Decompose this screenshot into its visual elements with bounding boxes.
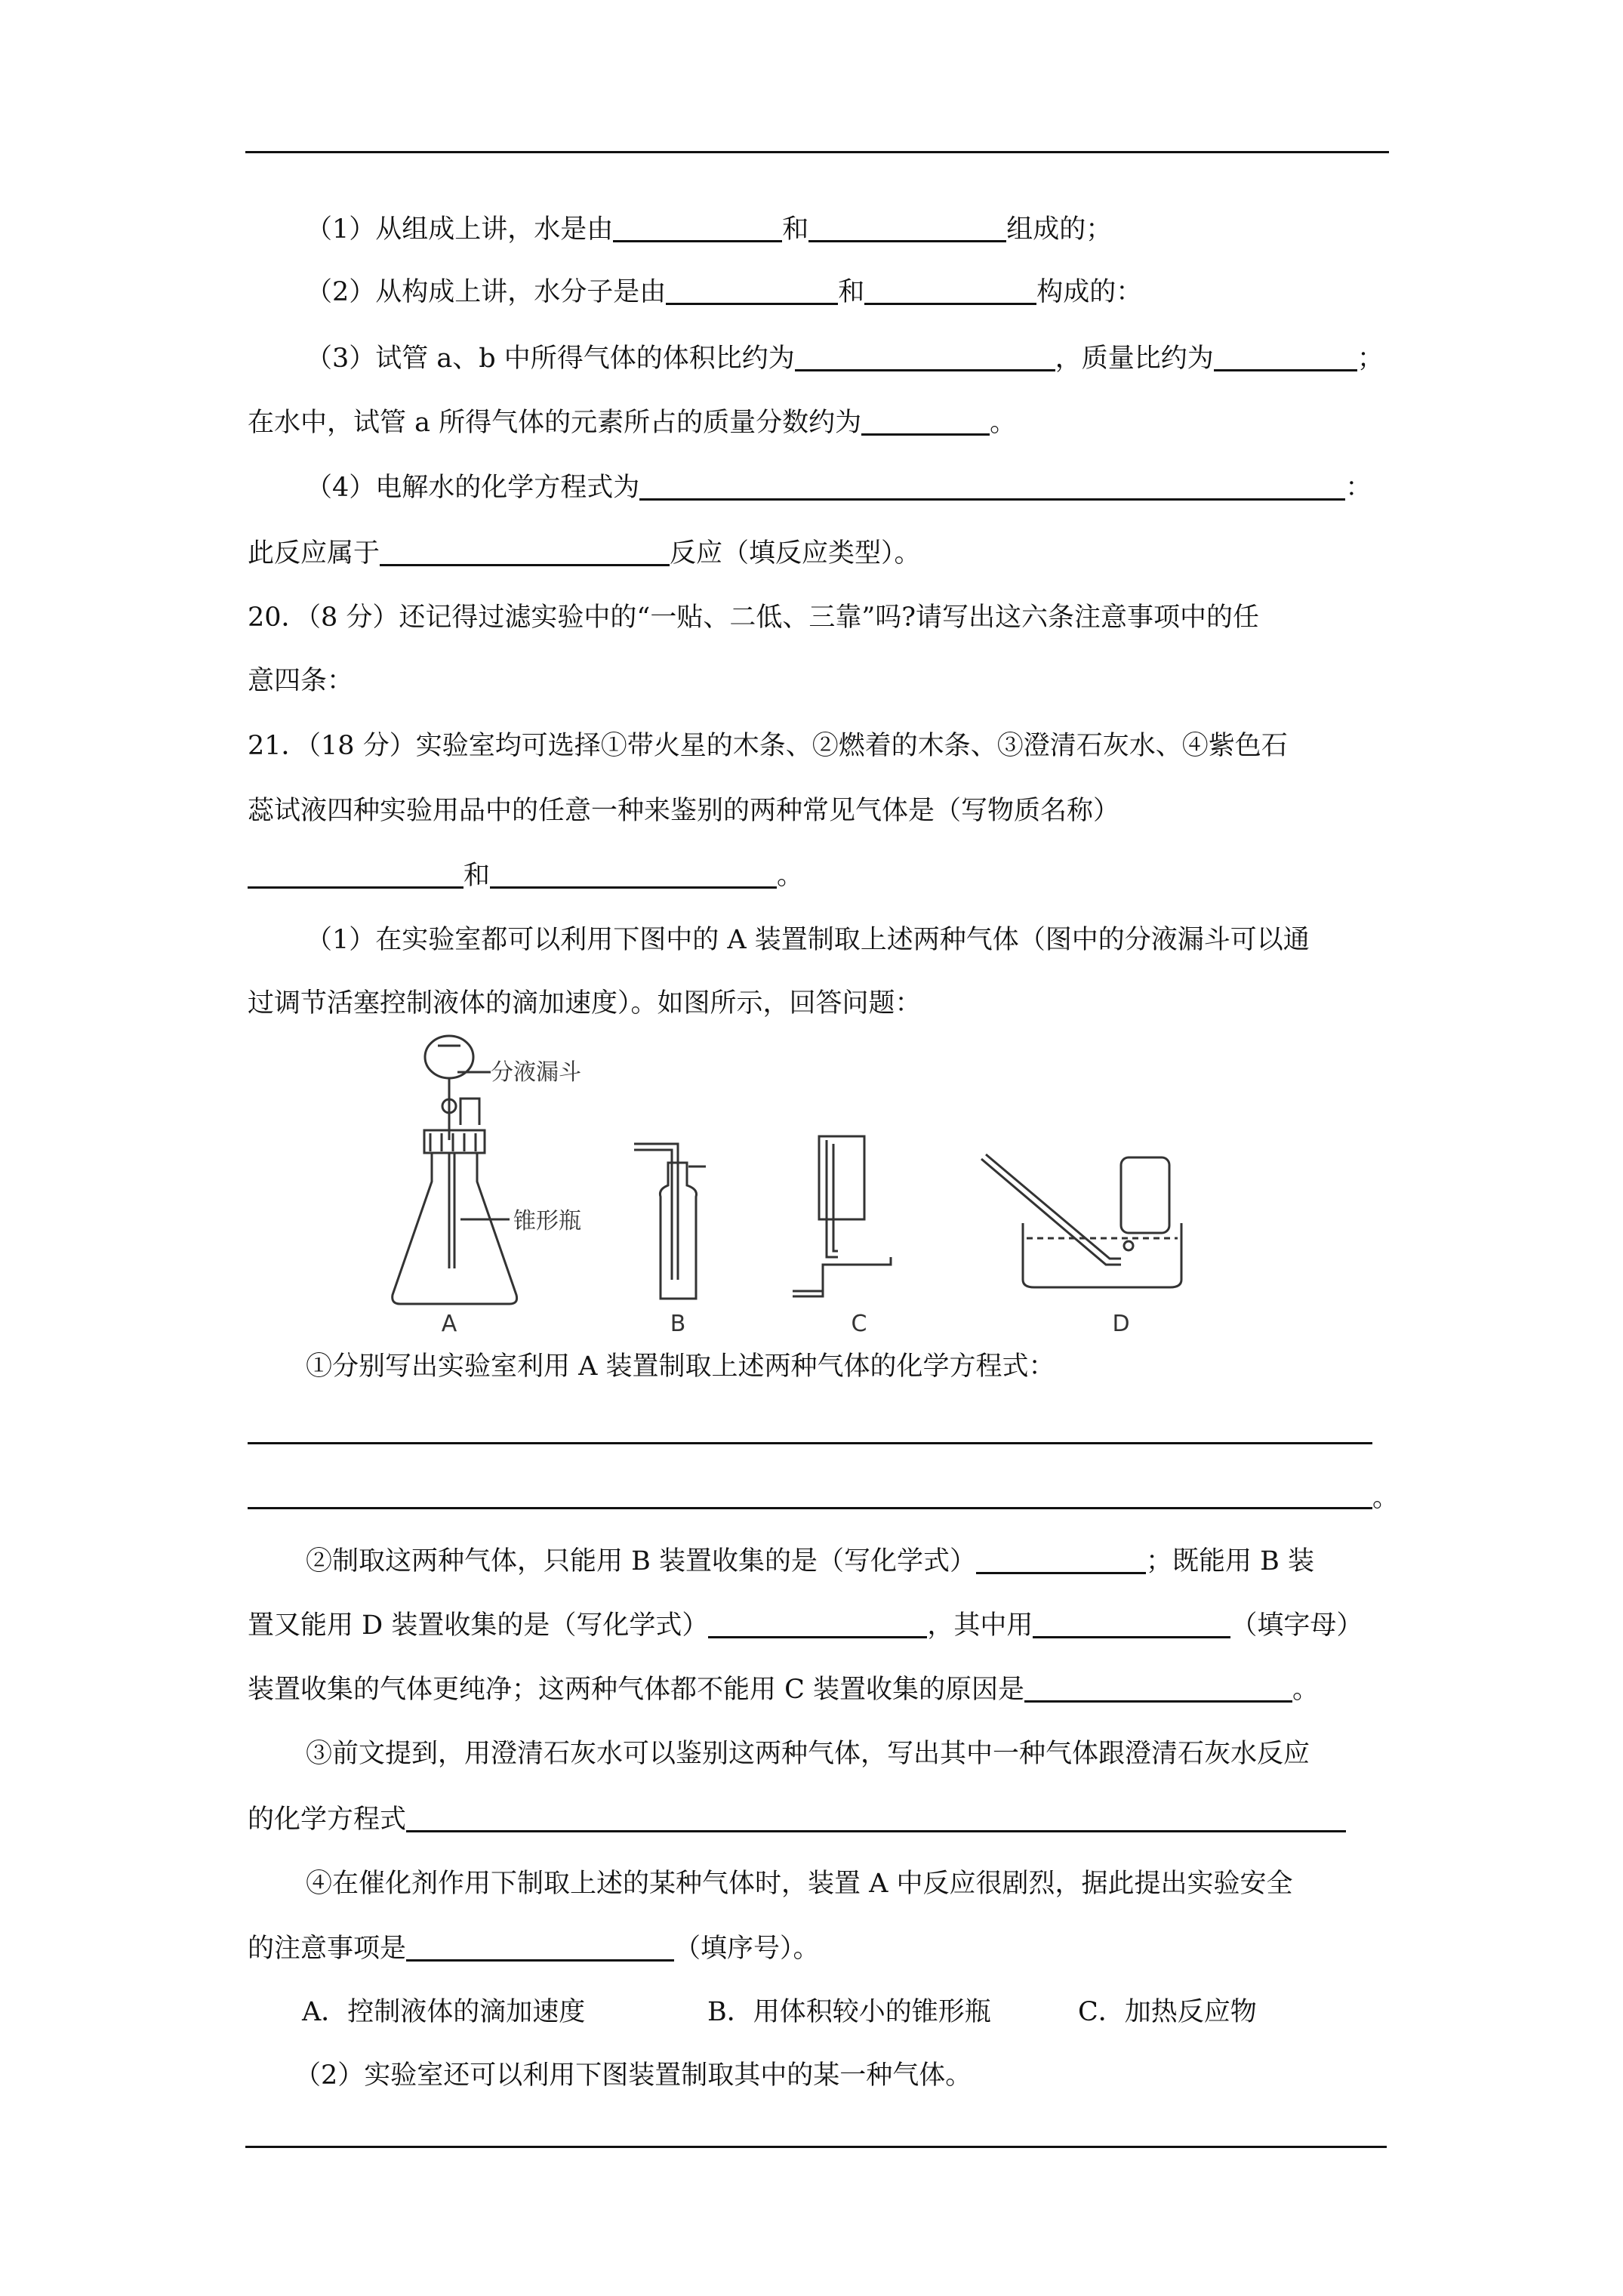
answer-blank[interactable] [861,406,990,436]
funnel-label: 分液漏斗 [491,1059,581,1086]
q19-part-2: （2）从构成上讲，水分子是由 和 构成的： [306,277,1143,307]
answer-blank[interactable] [248,859,463,889]
answer-blank[interactable] [864,276,1036,305]
q19-part-4-cont: 此反应属于 反应（填反应类型）。 [248,538,921,569]
answer-blank[interactable] [639,471,1345,501]
q21-sub2: （2）实验室还可以利用下图装置制取其中的某一种气体。 [294,2060,972,2091]
q21-c3-line-1: ③前文提到，用澄清石灰水可以鉴别这两种气体，写出其中一种气体跟澄清石灰水反应 [306,1739,1310,1769]
option-a[interactable]: A．控制液体的滴加速度 [302,1997,586,2027]
label-a: A [441,1311,457,1333]
collecting-bottle [1121,1157,1169,1233]
option-c[interactable]: C．加热反应物 [1078,1997,1257,2027]
answer-blank[interactable] [406,1803,1346,1832]
q19-part-4: （4）电解水的化学方程式为 ： [306,473,1372,503]
q20-line-1: 20．（8 分）还记得过滤实验中的“一贴、二低、三靠”吗?请写出这六条注意事项中的任 [248,603,1259,633]
delivery-stub [460,1099,479,1125]
q21-c2-line-3: 装置收集的气体更纯净；这两种气体都不能用 C 装置收集的原因是 。 [248,1675,1320,1705]
q19-part-3: （3）试管 a、b 中所得气体的体积比约为 ，质量比约为 ； [306,344,1384,374]
flask-label: 锥形瓶 [513,1208,581,1234]
q21-line-1: 21．（18 分）实验室均可选择①带火星的木条、②燃着的木条、③澄清石灰水、④紫色石 [248,731,1288,761]
q21-c1-end: 。 [1372,1483,1400,1513]
q21-c2-line-2: 置又能用 D 装置收集的是（写化学式） ，其中用 （填字母） [248,1610,1363,1641]
footer-rule [245,2146,1387,2148]
q21-line-3: 和 。 [248,859,803,892]
answer-blank[interactable] [1024,1673,1292,1703]
q21-sub1-line-2: 过调节活塞控制液体的滴加速度）。如图所示，回答问题： [248,988,922,1019]
q19-part-3-cont: 在水中，试管 a 所得气体的元素所占的质量分数约为 。 [248,408,1017,438]
answer-blank[interactable] [976,1545,1146,1574]
answer-line[interactable] [248,1507,1372,1509]
label-d: D [1112,1311,1130,1333]
label-b: B [670,1311,686,1333]
q21-c2-line-1: ②制取这两种气体，只能用 B 装置收集的是（写化学式） ；既能用 B 装 [306,1546,1314,1576]
q21-c4-line-2: 的注意事项是 （填序号）。 [248,1934,820,1964]
answer-blank[interactable] [795,342,1055,371]
answer-line[interactable] [248,1442,1372,1444]
answer-blank[interactable] [666,276,838,305]
q20-line-2: 意四条： [248,666,354,696]
q19-part-1: （1）从组成上讲，水是由 和 组成的； [306,214,1113,245]
answer-blank[interactable] [708,1609,927,1638]
apparatus-figure [377,1031,1276,1333]
answer-blank[interactable] [406,1932,674,1962]
q21-c4-line-1: ④在催化剂作用下制取上述的某种气体时，装置 A 中反应很剧烈，据此提出实验安全 [306,1869,1293,1899]
answer-blank[interactable] [490,859,777,889]
answer-blank[interactable] [1033,1609,1230,1638]
q21-sub1-line-1: （1）在实验室都可以利用下图中的 A 装置制取上述两种气体（图中的分液漏斗可以通 [306,925,1310,955]
answer-blank[interactable] [380,537,670,566]
label-c: C [851,1311,867,1333]
option-b[interactable]: B．用体积较小的锥形瓶 [707,1997,991,2027]
q21-c1: ①分别写出实验室利用 A 装置制取上述两种气体的化学方程式： [306,1351,1055,1382]
answer-blank[interactable] [808,213,1006,242]
q21-line-2: 蕊试液四种实验用品中的任意一种来鉴别的两种常见气体是（写物质名称） [248,796,1120,826]
answer-blank[interactable] [1214,342,1357,371]
answer-blank[interactable] [613,213,782,242]
q21-c3-line-2: 的化学方程式 [248,1803,1346,1836]
header-rule [245,151,1389,153]
